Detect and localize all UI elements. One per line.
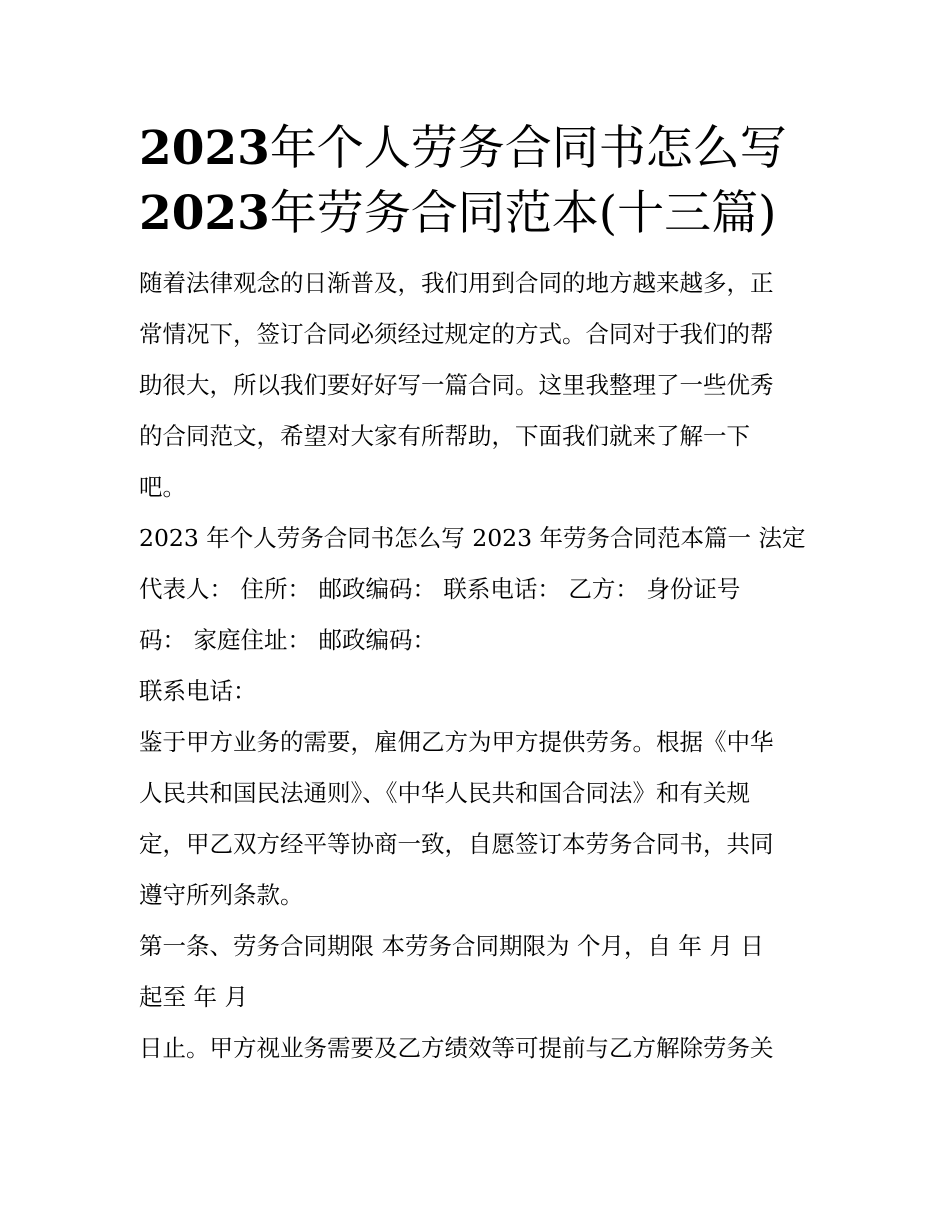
title-line-2-year: 2023 xyxy=(139,186,270,241)
paragraph-parties xyxy=(139,513,819,666)
paragraph-line: 日止。甲方视业务需要及乙方绩效等可提前与乙方解除劳务关 xyxy=(139,1034,774,1062)
paragraph-line: 遵守所列条款。 xyxy=(139,881,304,909)
paragraph-line: 起至 年 月 xyxy=(139,983,248,1011)
paragraph-preamble xyxy=(139,717,819,921)
paragraph-line: 联系电话： xyxy=(139,677,257,705)
paragraph-intro xyxy=(139,258,819,513)
paragraph-line: 码： 家庭住址： 邮政编码： xyxy=(139,626,436,654)
title-line-2-text: 年劳务合同范本(十三篇) xyxy=(269,186,777,241)
paragraph-line: 助很大，所以我们要好好写一篇合同。这里我整理了一些优秀 xyxy=(139,371,774,399)
paragraph-line: 第一条、劳务合同期限 本劳务合同期限为 个月，自 年 月 日 xyxy=(139,932,764,960)
document-title xyxy=(139,116,839,246)
paragraph-contact xyxy=(139,666,819,717)
paragraph-line: 人民共和国民法通则》、《中华人民共和国合同法》和有关规 xyxy=(139,779,750,807)
title-line-1-year: 2023 xyxy=(139,121,270,176)
paragraph-line: 2023 年个人劳务合同书怎么写 2023 年劳务合同范本篇一 法定 xyxy=(139,524,806,552)
paragraph-line: 的合同范文，希望对大家有所帮助，下面我们就来了解一下 xyxy=(139,422,750,450)
paragraph-article-1 xyxy=(139,921,819,1023)
paragraph-line: 随着法律观念的日渐普及，我们用到合同的地方越来越多，正 xyxy=(139,269,774,297)
paragraph-article-1-cont xyxy=(139,1023,819,1074)
title-line-1 xyxy=(139,116,839,181)
paragraph-line: 吧。 xyxy=(139,473,186,501)
document-body xyxy=(139,258,819,1074)
paragraph-line: 鉴于甲方业务的需要，雇佣乙方为甲方提供劳务。根据《中华 xyxy=(139,728,774,756)
title-line-2 xyxy=(139,181,839,246)
paragraph-line: 定，甲乙双方经平等协商一致，自愿签订本劳务合同书，共同 xyxy=(139,830,774,858)
paragraph-line: 常情况下，签订合同必须经过规定的方式。合同对于我们的帮 xyxy=(139,320,774,348)
paragraph-line: 代表人： 住所： 邮政编码： 联系电话： 乙方： 身份证号 xyxy=(139,575,741,603)
title-line-1-text: 年个人劳务合同书怎么写 xyxy=(269,121,787,176)
